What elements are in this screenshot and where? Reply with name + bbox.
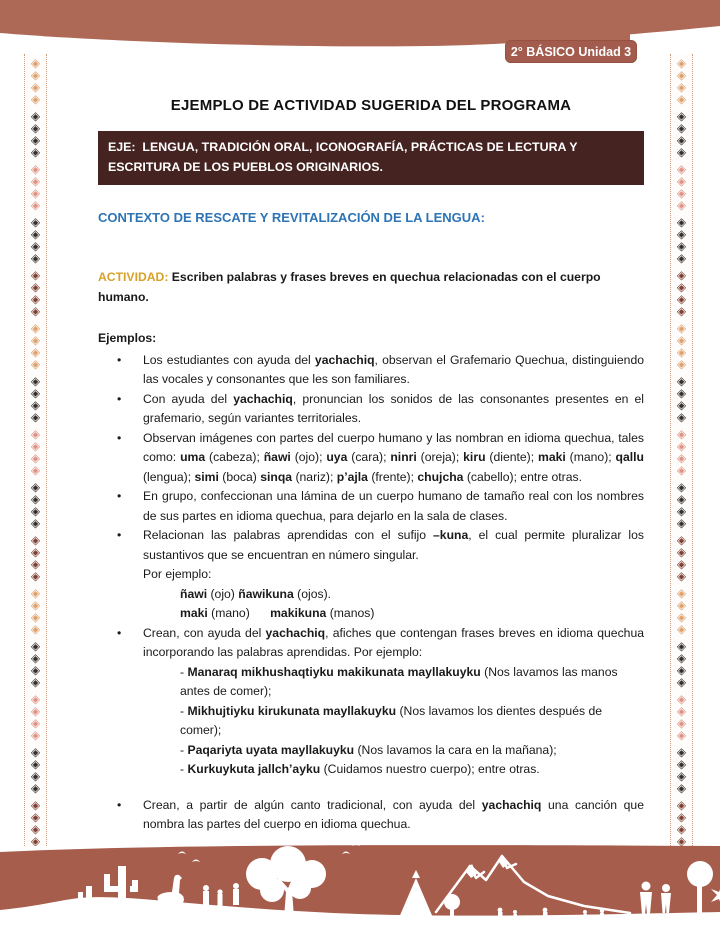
bullet-marker xyxy=(98,741,143,761)
list-item xyxy=(98,702,644,741)
textile-motif-icon xyxy=(25,637,46,690)
list-item xyxy=(98,487,644,526)
bullet-marker: • xyxy=(117,391,122,406)
textile-motif-icon xyxy=(25,796,46,846)
block-text: - Paqariyta uyata mayllakuyku (Nos lavamos la cara en la mañana); xyxy=(180,742,557,757)
bullet-marker xyxy=(98,604,143,624)
textile-motif-icon xyxy=(25,584,46,637)
block-text: ñawi (ojo) ñawikuna (ojos). xyxy=(180,586,332,601)
bullet-marker: • xyxy=(117,430,122,445)
actividad-label: ACTIVIDAD: xyxy=(98,269,169,284)
actividad-text: Escriben palabras y frases breves en quechua relacionadas con el cuerpo humano. xyxy=(98,269,601,304)
block-text: Crean, a partir de algún canto tradicional, con ayuda del yachachiq una canción que nombra las partes del cuerpo en idioma quechua. xyxy=(143,797,644,832)
list-item xyxy=(98,604,644,624)
ejemplos-heading: Ejemplos: xyxy=(98,331,157,346)
textile-motif-icon xyxy=(25,372,46,425)
block-text: - Mikhujtiyku kirukunata mayllakuyku (Nos lavamos los dientes después de comer); xyxy=(180,703,603,738)
textile-motif-icon xyxy=(671,637,692,690)
textile-motif-icon xyxy=(671,796,692,846)
main-content xyxy=(98,88,644,835)
block-text: Crean, con ayuda del yachachiq, afiches que contengan frases breves en idioma quechua incorporando las palabras aprendidas. Por ejemplo: xyxy=(143,625,645,660)
block-text: Los estudiantes con ayuda del yachachiq, observan el Grafemario Quechua, distinguiendo las vocales y consonantes que les son familiares. xyxy=(143,352,644,387)
bullet-marker: • xyxy=(117,352,122,367)
textile-border-left xyxy=(24,54,47,846)
block-text: - Kurkuykuta jallch’ayku (Cuidamos nuestro cuerpo); entre otras. xyxy=(180,762,540,777)
textile-motif-icon xyxy=(25,213,46,266)
textile-motif-icon xyxy=(25,743,46,796)
block-text: Con ayuda del yachachiq, pronuncian los sonidos de las consonantes presentes en el grafemario, según variantes territoriales. xyxy=(143,391,644,426)
textile-motif-icon xyxy=(671,266,692,319)
list-item xyxy=(98,585,644,605)
textile-motif-icon xyxy=(671,531,692,584)
textile-border-right xyxy=(670,54,693,846)
eje-banner xyxy=(98,131,644,185)
footer-landscape-silhouette xyxy=(0,840,720,932)
list-item xyxy=(98,429,644,488)
block-text: Por ejemplo: xyxy=(143,567,212,582)
textile-motif-icon xyxy=(671,319,692,372)
bullet-marker: • xyxy=(117,489,122,504)
textile-motif-icon xyxy=(671,478,692,531)
unit-badge xyxy=(505,40,637,63)
actividad-line xyxy=(98,268,644,307)
list-item xyxy=(98,663,644,702)
list-item xyxy=(98,760,644,780)
unit-badge-label: 2° BÁSICO Unidad 3 xyxy=(510,44,632,59)
textile-motif-icon xyxy=(25,266,46,319)
list-item xyxy=(98,565,644,585)
bullet-marker xyxy=(98,702,143,741)
bullet-marker: • xyxy=(117,797,122,812)
list-item xyxy=(98,796,644,835)
block-text: Relacionan las palabras aprendidas con el sufijo –kuna, el cual permite pluralizar los sustantivos que se encuentran en número singular. xyxy=(143,528,645,562)
block-text: - Manaraq mikhushaqtiyku makikunata mayllakuyku (Nos lavamos las manos antes de comer); xyxy=(180,664,618,699)
textile-motif-icon xyxy=(671,425,692,478)
list-item xyxy=(98,624,644,663)
page-title: EJEMPLO DE ACTIVIDAD SUGERIDA DEL PROGRAMA xyxy=(170,97,572,114)
block-text: En grupo, confeccionan una lámina de un cuerpo humano de tamaño real con los nombres de sus partes en idioma quechua, para dejarlo en la sala de clases. xyxy=(143,489,644,523)
textile-motif-icon xyxy=(25,107,46,160)
textile-motif-icon xyxy=(671,743,692,796)
list-item xyxy=(98,351,644,390)
textile-motif-icon xyxy=(25,531,46,584)
activity-list xyxy=(98,351,644,835)
textile-motif-icon xyxy=(671,160,692,213)
textile-motif-icon xyxy=(25,690,46,743)
contexto-heading: CONTEXTO DE RESCATE Y REVITALIZACIÓN DE LA LENGUA: xyxy=(98,210,485,226)
bullet-marker: • xyxy=(117,528,122,543)
eje-banner-text: EJE: LENGUA, TRADICIÓN ORAL, ICONOGRAFÍA, PRÁCTICAS DE LECTURA Y ESCRITURA DE LOS PUEBLOS ORIGINARIOS. xyxy=(108,140,578,174)
bullet-marker xyxy=(98,760,143,780)
textile-motif-icon xyxy=(25,319,46,372)
bullet-marker: • xyxy=(117,625,122,640)
textile-motif-icon xyxy=(25,54,46,107)
list-item xyxy=(98,390,644,429)
textile-motif-icon xyxy=(671,690,692,743)
block-text: maki (mano) makikuna (manos) xyxy=(180,606,375,621)
block-text: Observan imágenes con partes del cuerpo humano y las nombran en idioma quechua, tales como: uma (cabeza); ñawi (ojo); uya (cara); ninri (oreja); kiru (diente); maki (mano); qallu (lengua); simi (boca) sinqa (nariz); p’ajla (frente); chujcha (cabello); entre otras. xyxy=(143,430,644,484)
textile-motif-icon xyxy=(25,425,46,478)
textile-motif-icon xyxy=(671,213,692,266)
bullet-marker xyxy=(98,585,143,605)
textile-motif-icon xyxy=(671,584,692,637)
list-item xyxy=(98,741,644,761)
bullet-marker xyxy=(98,663,143,702)
textile-motif-icon xyxy=(671,372,692,425)
textile-motif-icon xyxy=(671,107,692,160)
textile-motif-icon xyxy=(25,160,46,213)
list-item xyxy=(98,526,644,565)
textile-motif-icon xyxy=(25,478,46,531)
bullet-marker xyxy=(98,565,143,585)
textile-motif-icon xyxy=(671,54,692,107)
